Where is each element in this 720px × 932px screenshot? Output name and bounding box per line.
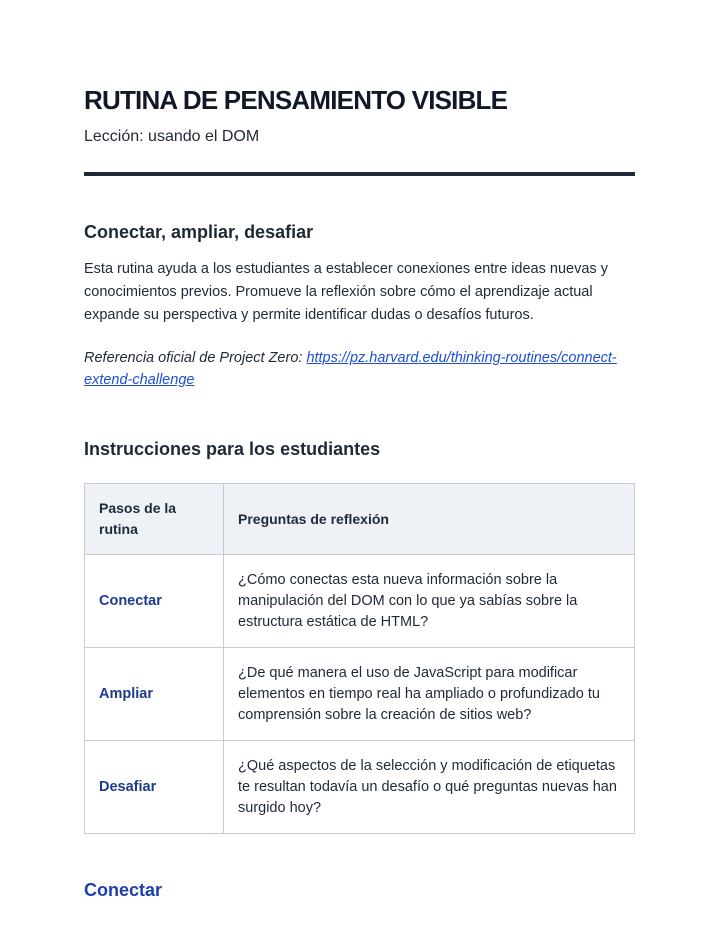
section-heading-connect: Conectar [84,880,163,900]
routine-table [84,483,635,834]
reference-link[interactable]: https://pz.harvard.edu/thinking-routines/connect-extend-challenge [84,350,617,388]
step-question: ¿Qué aspectos de la selección y modificación de etiquetas te resultan todavía un desafío o qué preguntas nuevas han surgido hoy? [224,741,635,834]
step-name: Ampliar [85,648,224,741]
step-name: Conectar [85,555,224,648]
table-row [85,555,635,648]
table-header-steps: Pasos de la rutina [85,484,224,555]
step-question: ¿Cómo conectas esta nueva información sobre la manipulación del DOM con lo que ya sabías sobre la estructura estática de HTML? [224,555,635,648]
reference-line [84,347,635,391]
table-header-row [85,484,635,555]
table-header-questions: Preguntas de reflexión [224,484,635,555]
step-question: ¿De qué manera el uso de JavaScript para modificar elementos en tiempo real ha ampliado o profundizado tu comprensión sobre la creación de sitios web? [224,648,635,741]
reference-label: Referencia oficial de Project Zero: [84,350,307,366]
page-subtitle: Lección: usando el DOM [84,128,260,145]
title-divider [84,172,635,176]
table-row [85,648,635,741]
section-heading-routine: Conectar, ampliar, desafiar [84,222,314,242]
page-title: RUTINA DE PENSAMIENTO VISIBLE [84,85,508,115]
document-content [84,84,635,917]
table-row [85,741,635,834]
step-name: Desafiar [85,741,224,834]
intro-paragraph: Esta rutina ayuda a los estudiantes a establecer conexiones entre ideas nuevas y conocimientos previos. Promueve la reflexión sobre cómo el aprendizaje actual expande su perspectiva y permite identificar dudas o desafíos futuros. [84,261,608,323]
section-heading-instructions: Instrucciones para los estudiantes [84,439,381,459]
